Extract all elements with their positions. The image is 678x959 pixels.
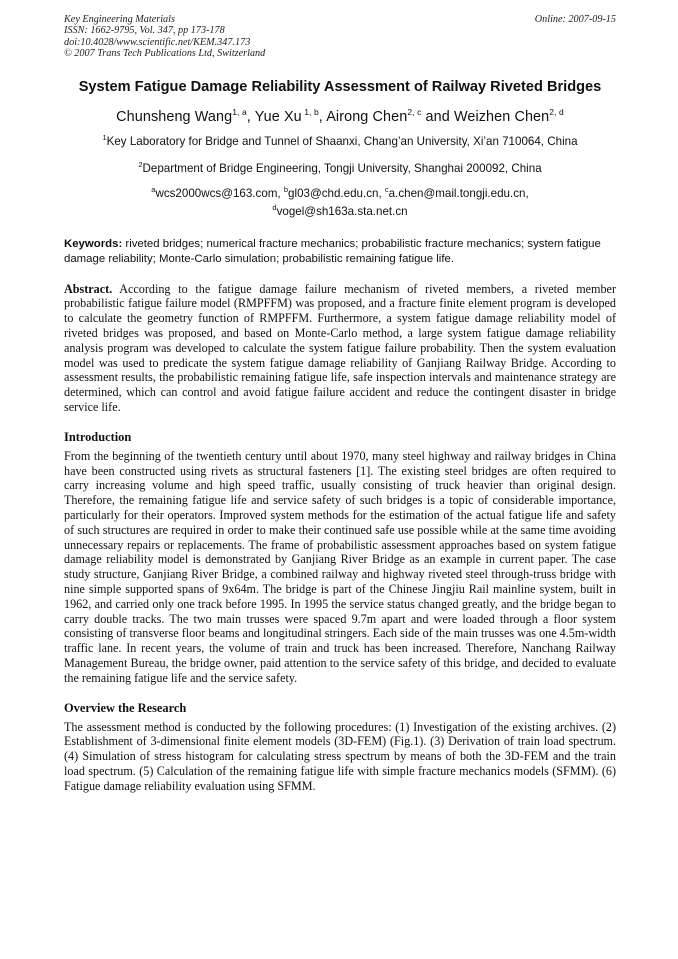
paper-page — [64, 14, 616, 794]
overview-paragraph: The assessment method is conducted by the following procedures: (1) Investigation of the existing archives. (2) Establishment of 3-dimensional finite element models (3D-FEM) (Fig.1). (3) Derivation of train load spectrum. (4) Simulation of stress histogram for calculating stress spectrum by means of both the 3D-FEM and the train load spectrum. (5) Calculation of the remaining fatigue life with simple fracture mechanics models (SFMM). (6) Fatigue damage reliability evaluation using SFMM. — [64, 719, 616, 793]
author-affiliation-mark: 1, a — [232, 106, 247, 117]
author-affiliation-mark: 2, d — [549, 106, 564, 117]
section-heading-introduction: Introduction — [64, 429, 132, 444]
email-address[interactable]: wcs2000wcs@163.com, — [155, 186, 284, 200]
author-separator: , — [318, 108, 327, 125]
affiliation-text: Key Laboratory for Bridge and Tunnel of Shaanxi, Chang’an University, Xi’an 710064, China — [106, 134, 578, 148]
online-date: Online: 2007-09-15 — [534, 14, 616, 25]
author-emails — [64, 183, 616, 219]
email-address[interactable]: gl03@chd.edu.cn, — [288, 186, 385, 200]
author-name: Yue Xu — [254, 108, 302, 125]
affiliation-1 — [64, 131, 616, 149]
keywords-text: riveted bridges; numerical fracture mechanics; probabilistic fracture mechanics; system fatigue damage reliability; Monte-Carlo simulation; probabilistic remaining fatigue life. — [64, 237, 601, 265]
email-address[interactable]: vogel@sh163a.sta.net.cn — [276, 204, 408, 218]
email-mark: c — [384, 184, 389, 194]
journal-header — [64, 14, 616, 59]
section-heading-overview: Overview the Research — [64, 700, 187, 715]
author-separator: and — [421, 108, 454, 125]
email-line — [64, 183, 616, 201]
affiliation-2 — [64, 158, 616, 176]
affiliation-text: Department of Bridge Engineering, Tongji University, Shanghai 200092, China — [142, 161, 542, 175]
journal-name: Key Engineering Materials — [64, 14, 175, 25]
affiliation-mark: 1 — [102, 132, 107, 142]
affiliation-mark: 2 — [138, 159, 143, 169]
copyright-line: © 2007 Trans Tech Publications Ltd, Switzerland — [64, 47, 266, 59]
email-mark: b — [283, 184, 289, 194]
email-mark: d — [272, 202, 277, 212]
abstract-section — [64, 282, 616, 415]
author-affiliation-mark: 1, b — [301, 106, 319, 117]
author-name: Weizhen Chen — [453, 108, 550, 125]
doi-line: doi:10.4028/www.scientific.net/KEM.347.173 — [64, 36, 251, 48]
keywords-section — [64, 237, 616, 267]
author-name: Chunsheng Wang — [116, 108, 233, 125]
author-separator: , — [246, 108, 255, 125]
email-line — [64, 201, 616, 219]
introduction-paragraph: From the beginning of the twentieth century until about 1970, many steel highway and railway bridges in China have been constructed using rivets as structural fasteners [1]. The existing steel bridges are often required to carry increasing volume and high speed traffic, usually consisting of truck heavier than original design. Therefore, the remaining fatigue life and service safety of such bridges is a topic of considerable importance, particularly for their operators. Improved system methods for the estimation of the actual fatigue life and safety of such structures are required in order to make their continued safe use possible while at the same time avoiding unnecessary repairs or replacements. The frame of probabilistic assessment approaches based on system fatigue damage reliability model is demonstrated by Ganjiang River Bridge as an example in current paper. The case study structure, Ganjiang River Bridge, a combined railway and highway riveted steel through-truss bridge with nine simple supported spans of 9x64m. The bridge is part of the Chinese Jingjiu Rail mainline system, built in 1962, and carried only one track before 1995. In 1995 the service status changed greatly, and the bridge began to carry double tracks. The two main trusses were spaced 9.7m apart and were loaded through a floor system consisting of transverse floor beams and longitudinal stringers. Each side of the main trusses was one 4.5m-width traffic lane. In recent years, the volume of train and truck has been increased. Therefore, Nanchang Railway Management Bureau, the bridge owner, paid attention to the service safety of this bridge, and decided to evaluate the remaining fatigue life and the service safety. — [64, 448, 616, 685]
email-address[interactable]: a.chen@mail.tongji.edu.cn, — [388, 186, 529, 200]
author-list — [64, 107, 616, 125]
abstract-text: According to the fatigue damage failure mechanism of riveted members, a riveted member probabilistic fatigue failure model (RMPFFM) was proposed, and a fracture finite element program is developed to calculate the geometry function of RMPFFM. Furthermore, a system fatigue damage reliability model of riveted bridges was proposed, and based on Monte-Carlo method, a large system fatigue damage reliability analysis program was developed to calculate the system fatigue failure probability. Then the system evaluation model was used to predicate the system fatigue damage reliability of Ganjiang Railway Bridge. According to assessment results, the probabilistic remaining fatigue life, safe inspection intervals and maintenance strategy are determined, which can control and avoid fatigue failure accident and reduce the contingent disaster in bridge service life. — [64, 281, 616, 415]
abstract-label: Abstract. — [64, 281, 113, 296]
author-name: Airong Chen — [326, 108, 408, 125]
keywords-label: Keywords: — [64, 237, 123, 250]
email-mark: a — [151, 184, 156, 194]
paper-title: System Fatigue Damage Reliability Assessment of Railway Riveted Bridges — [78, 79, 602, 96]
issn-line: ISSN: 1662-9795, Vol. 347, pp 173-178 — [64, 25, 225, 37]
author-affiliation-mark: 2, c — [407, 106, 422, 117]
